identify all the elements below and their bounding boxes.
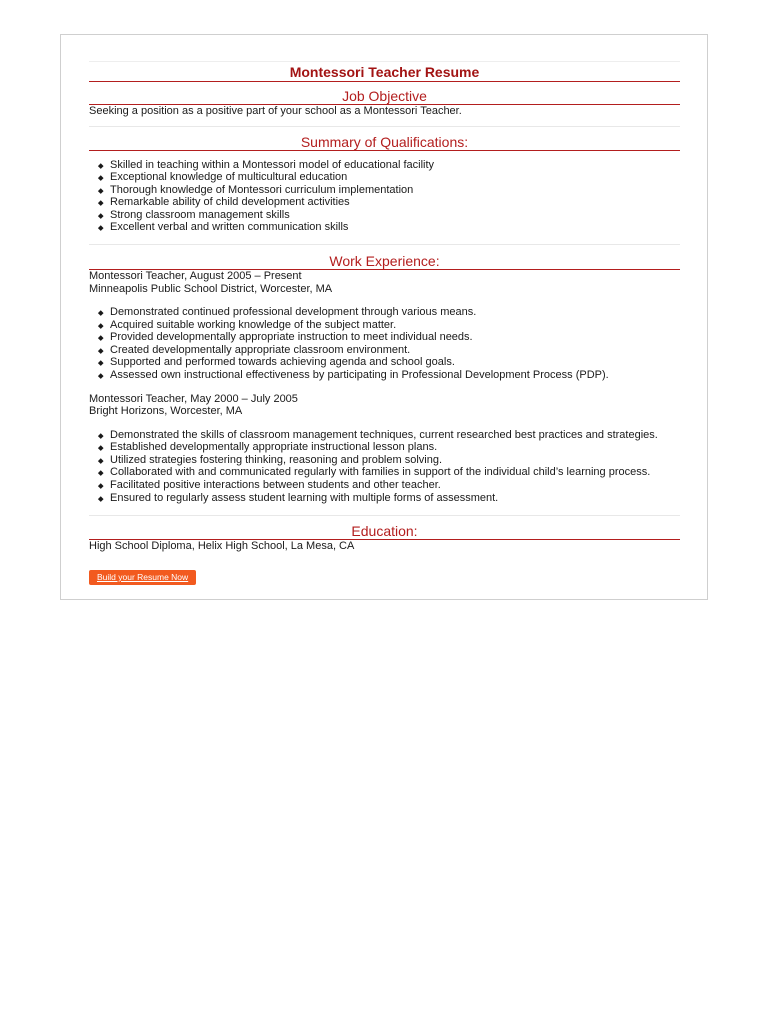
list-item: Skilled in teaching within a Montessori model of educational facility [98, 159, 680, 172]
list-item: Demonstrated continued professional development through various means. [98, 306, 680, 319]
list-item: Ensured to regularly assess student learning with multiple forms of assessment. [98, 492, 680, 505]
list-item: Supported and performed towards achieving agenda and school goals. [98, 356, 680, 369]
job-duties-list [89, 429, 680, 505]
section-heading-objective: Job Objective [89, 88, 680, 105]
job-employer-line: Bright Horizons, Worcester, MA [89, 405, 243, 418]
education-text: High School Diploma, Helix High School, La Mesa, CA [89, 540, 355, 553]
bullet-icon [98, 373, 103, 378]
bullet-icon [98, 483, 103, 488]
bullet-icon [98, 471, 103, 476]
bullet-icon [98, 323, 103, 328]
section-heading-education: Education: [89, 523, 680, 540]
list-item: Demonstrated the skills of classroom management techniques, current researched best practices and strategies. [98, 429, 680, 442]
list-item: Assessed own instructional effectiveness by participating in Professional Development Process (PDP). [98, 369, 680, 382]
bullet-icon [98, 336, 103, 341]
job-title-line: Montessori Teacher, May 2000 – July 2005 [89, 392, 298, 405]
list-item: Remarkable ability of child development activities [98, 196, 680, 209]
job-duties-list [89, 306, 680, 382]
resume-content [89, 61, 680, 585]
summary-list [89, 159, 680, 235]
bullet-icon [98, 175, 103, 180]
list-item: Utilized strategies fostering thinking, reasoning and problem solving. [98, 454, 680, 467]
section-heading-summary: Summary of Qualifications: [89, 134, 680, 151]
list-item: Established developmentally appropriate instructional lesson plans. [98, 441, 680, 454]
objective-text: Seeking a position as a positive part of your school as a Montessori Teacher. [89, 105, 462, 117]
list-item: Created developmentally appropriate classroom environment. [98, 344, 680, 357]
section-heading-work: Work Experience: [89, 253, 680, 270]
bullet-icon [98, 458, 103, 463]
bullet-icon [98, 433, 103, 438]
build-resume-button[interactable]: Build your Resume Now [89, 570, 196, 585]
resume-title: Montessori Teacher Resume [89, 61, 680, 82]
bullet-icon [98, 163, 103, 168]
bullet-icon [98, 188, 103, 193]
bullet-icon [98, 361, 103, 366]
bullet-icon [98, 213, 103, 218]
bullet-icon [98, 348, 103, 353]
list-item: Exceptional knowledge of multicultural education [98, 171, 680, 184]
bullet-icon [98, 226, 103, 231]
bullet-icon [98, 445, 103, 450]
job-employer-line: Minneapolis Public School District, Worcester, MA [89, 282, 333, 295]
job-title-line: Montessori Teacher, August 2005 – Present [89, 270, 302, 283]
list-item: Collaborated with and communicated regularly with families in support of the individual child’s learning process. [98, 466, 680, 479]
list-item: Acquired suitable working knowledge of the subject matter. [98, 319, 680, 332]
bullet-icon [98, 496, 103, 501]
bullet-icon [98, 201, 103, 206]
list-item: Thorough knowledge of Montessori curriculum implementation [98, 184, 680, 197]
resume-page [60, 34, 708, 600]
list-item: Facilitated positive interactions between students and other teacher. [98, 479, 680, 492]
list-item: Excellent verbal and written communication skills [98, 221, 680, 234]
list-item: Provided developmentally appropriate instruction to meet individual needs. [98, 331, 680, 344]
list-item: Strong classroom management skills [98, 209, 680, 222]
bullet-icon [98, 310, 103, 315]
